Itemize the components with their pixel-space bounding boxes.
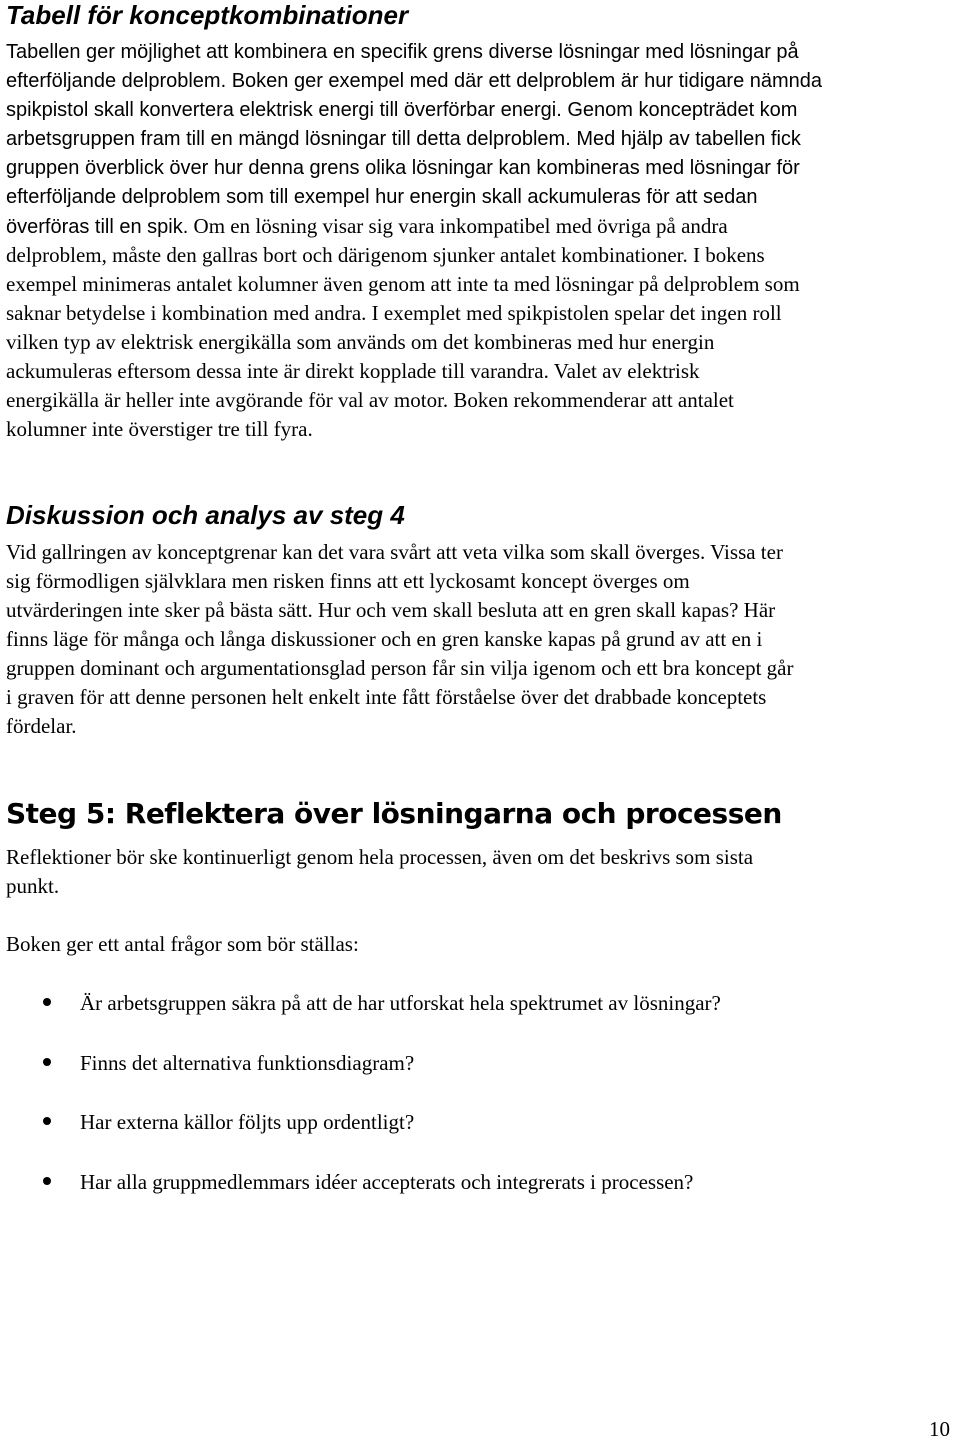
text-line: gruppen dominant och argumentationsglad person får sin vilja igenom och ett bra koncept går [6, 656, 794, 680]
text-line: delproblem, måste den gallras bort och därigenom sjunker antalet kombinationer. I bokens [6, 243, 765, 267]
list-item [6, 1167, 954, 1197]
text-line: sig förmodligen självklara men risken finns att ett lyckosamt koncept överges om [6, 569, 690, 593]
text-line: spikpistol skall konvertera elektrisk energi till överförbar energi. Genom koncepträdet kom [6, 99, 798, 121]
list-item-text: Har externa källor följts upp ordentligt? [80, 1110, 415, 1134]
section-heading-diskussion: Diskussion och analys av steg 4 [6, 500, 405, 530]
list-item-text: Är arbetsgruppen säkra på att de har utforskat hela spektrumet av lösningar? [80, 991, 721, 1015]
text-line: i graven för att denne personen helt enkelt inte fått förståelse över det drabbade konceptets [6, 685, 767, 709]
bullet-icon [43, 1117, 51, 1125]
text-fragment: överföras till en spik. [6, 216, 189, 238]
list-item [6, 988, 954, 1018]
text-line: Tabellen ger möjlighet att kombinera en specifik grens diverse lösningar med lösningar på [6, 41, 799, 63]
text-line: energikälla är heller inte avgörande för val av motor. Boken rekommenderar att antalet [6, 388, 734, 412]
text-fragment: Om en lösning visar sig vara inkompatibel med övriga på andra [188, 214, 728, 238]
paragraph-questions-intro [6, 930, 954, 959]
text-line: exempel minimeras antalet kolumner även genom att inte ta med lösningar på delproblem som [6, 272, 800, 296]
paragraph-tabell [6, 38, 954, 444]
paragraph-diskussion [6, 538, 954, 741]
text-line: gruppen överblick över hur denna grens olika lösningar kan kombineras med lösningar för [6, 157, 800, 179]
text-line: Vid gallringen av konceptgrenar kan det vara svårt att veta vilka som skall överges. Vissa ter [6, 540, 783, 564]
list-item-text: Har alla gruppmedlemmars idéer accepterats och integrerats i processen? [80, 1170, 694, 1194]
text-line: kolumner inte överstiger tre till fyra. [6, 417, 313, 441]
text-line: saknar betydelse i kombination med andra. I exemplet med spikpistolen spelar det ingen roll [6, 301, 782, 325]
list-item [6, 1107, 954, 1137]
text-line: efterföljande delproblem. Boken ger exempel med där ett delproblem är hur tidigare nämnda [6, 70, 823, 92]
text-line: ackumuleras eftersom dessa inte är direkt kopplade till varandra. Valet av elektrisk [6, 359, 700, 383]
text-line: efterföljande delproblem som till exempel hur energin skall ackumuleras för att sedan [6, 186, 758, 208]
text-line: vilken typ av elektrisk energikälla som används om det kombineras med hur energin [6, 330, 715, 354]
section-heading-steg5: Steg 5: Reflektera över lösningarna och processen [6, 797, 782, 830]
bullet-icon [43, 1058, 51, 1066]
text-line: fördelar. [6, 714, 77, 738]
bullet-icon [43, 1177, 51, 1185]
text-line: arbetsgruppen fram till en mängd lösningar till detta delproblem. Med hjälp av tabellen fick [6, 128, 801, 150]
paragraph-reflektioner [6, 843, 954, 901]
text-line: Boken ger ett antal frågor som bör ställas: [6, 932, 359, 956]
text-line: punkt. [6, 874, 60, 898]
section-heading-tabell: Tabell för konceptkombinationer [6, 0, 409, 30]
list-item-text: Finns det alternativa funktionsdiagram? [80, 1051, 415, 1075]
mixed-text-line [6, 212, 954, 241]
questions-list [6, 988, 954, 1208]
list-item [6, 1048, 954, 1078]
text-line: Reflektioner bör ske kontinuerligt genom hela processen, även om det beskrivs som sista [6, 845, 754, 869]
text-line: finns läge för många och långa diskussioner och en gren kanske kapas på grund av att en i [6, 627, 763, 651]
page-number: 10 [929, 1417, 950, 1441]
bullet-icon [43, 998, 51, 1006]
text-line: utvärderingen inte sker på bästa sätt. Hur och vem skall besluta att en gren skall kapas? Här [6, 598, 776, 622]
